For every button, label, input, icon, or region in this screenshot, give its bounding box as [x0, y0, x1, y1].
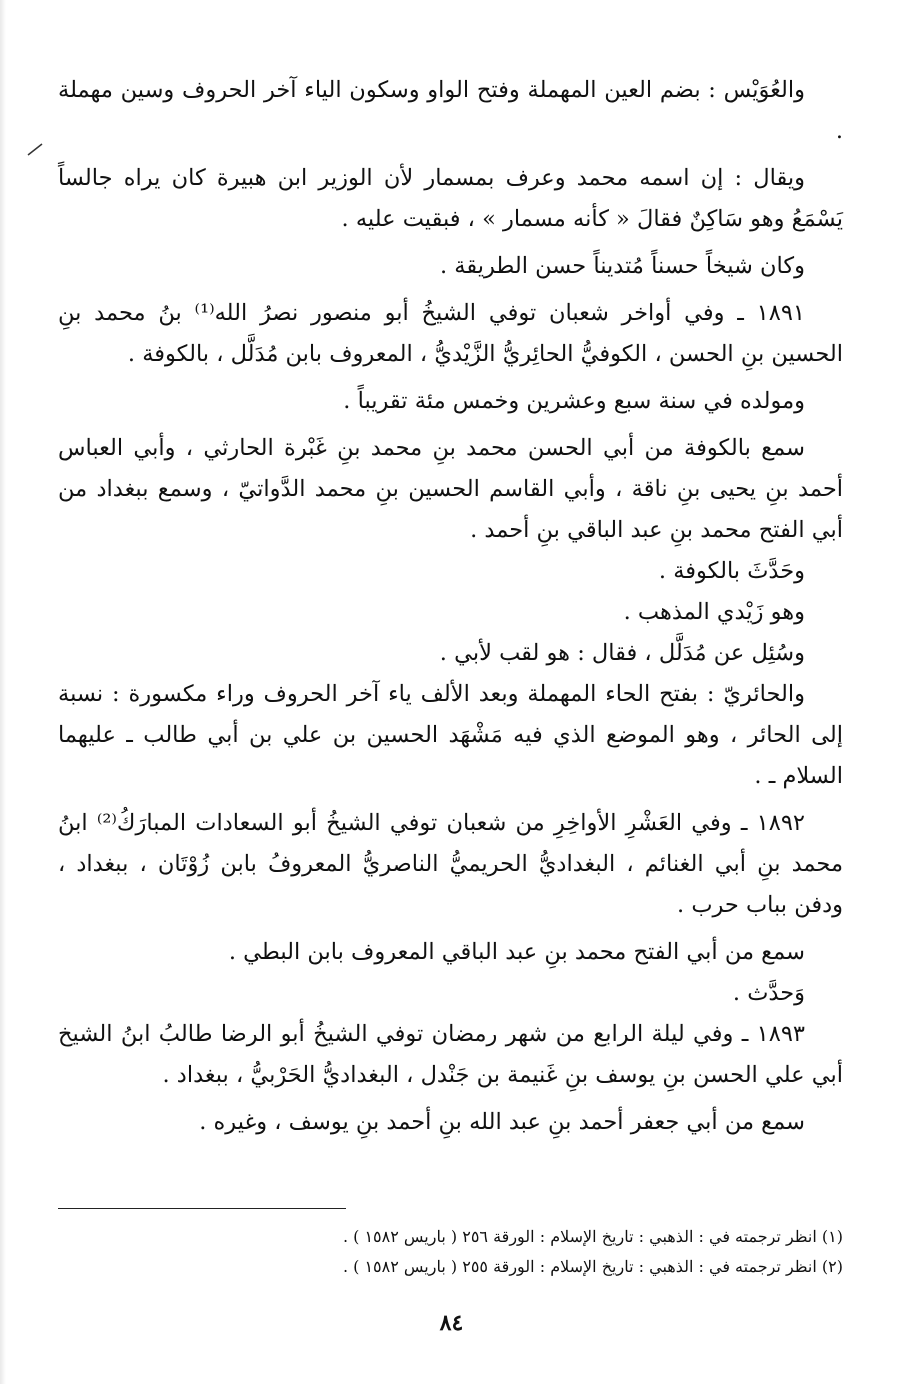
entry-1891: ١٨٩١ ـ وفي أواخر شعبان توفي الشيخُ أبو منصور نصرُ الله⁽¹⁾ بنُ محمد بنِ الحسين بنِ الحسن ، الكوفيُّ الحائِريُّ الزَّيْديُّ ، المعروف بابن مُدَلَّل ، بالكوفة .	[58, 300, 843, 367]
paragraph-narrated: وَحدَّث .	[732, 980, 805, 1006]
paragraph-zaydi: وهو زَيْدي المذهب .	[623, 599, 805, 625]
paragraph-heard-from-abu-jafar: سمع من أبي جعفر أحمد بنِ عبد الله بنِ أحمد بنِ يوسف ، وغيره .	[199, 1109, 805, 1135]
footnotes	[58, 1222, 843, 1282]
footnote-1: (١) انظر ترجمته في : الذهبي : تاريخ الإسلام : الورقة ٢٥٦ ( باريس ١٥٨٢ ) .	[342, 1227, 843, 1246]
page-edge-shadow	[0, 0, 6, 1384]
paragraph-heard-from-batti: سمع من أبي الفتح محمد بنِ عبد الباقي المعروف بابن البطي .	[228, 939, 805, 965]
paragraph-teachers: سمع بالكوفة من أبي الحسن محمد بنِ محمد بنِ غَبْرة الحارثي ، وأبي العباس أحمد بنِ يحيى بنِ ناقة ، وأبي القاسم الحسين بنِ محمد الدَّواتيّ ، وسمع ببغداد من أبي الفتح محمد بنِ عبد الباقي بنِ أحمد .	[58, 435, 843, 543]
entry-1892: ١٨٩٢ ـ وفي العَشْرِ الأواخِرِ من شعبان توفي الشيخُ أبو السعادات المبارَكُ⁽²⁾ ابنُ محمد بنِ أبي الغنائم ، البغداديُّ الحريميُّ الناصريُّ المعروفُ بابن زُوْتَان ، ببغداد ، ودفن بباب حرب .	[58, 810, 843, 918]
footnote-2: (٢) انظر ترجمته في : الذهبي : تاريخ الإسلام : الورقة ٢٥٥ ( باريس ١٥٨٢ ) .	[342, 1257, 843, 1276]
paragraph-character: وكان شيخاً حسناً مُتديناً حسن الطريقة .	[439, 253, 805, 279]
paragraph-awais-definition: والعُوَيْس : بضم العين المهملة وفتح الواو وسكون الياء آخر الحروف وسين مهملة .	[58, 77, 843, 144]
paragraph-musmar-naming: ويقال : إن اسمه محمد وعرف بمسمار لأن الوزير ابن هبيرة كان يراه جالساً يَسْمَعُ وهو سَاكِنٌ فقالَ « كأنه مسمار » ، فبقيت عليه .	[58, 165, 843, 232]
page-number: ٨٤	[439, 1310, 464, 1336]
paragraph-mudallal: وسُئِل عن مُدَلَّل ، فقال : هو لقب لأبي .	[439, 640, 805, 666]
entry-1893: ١٨٩٣ ـ وفي ليلة الرابع من شهر رمضان توفي الشيخُ أبو الرضا طالبُ ابنُ الشيخ أبي علي الحسن بنِ يوسف بنِ غَنيمة بن جَنْدل ، البغداديُّ الحَرْبيُّ ، ببغداد .	[58, 1021, 843, 1088]
paragraph-narrated-kufa: وحَدَّثَ بالكوفة .	[658, 558, 805, 584]
paragraph-birth: ومولده في سنة سبع وعشرين وخمس مئة تقريباً .	[343, 388, 805, 414]
main-text	[58, 70, 843, 1143]
footnote-divider	[58, 1208, 346, 1209]
paragraph-hairi-definition: والحائريّ : بفتح الحاء المهملة وبعد الألف ياء آخر الحروف وراء مكسورة : نسبة إلى الحائر ، وهو الموضع الذي فيه مَشْهَد الحسين بن علي بن أبي طالب ـ عليهما السلام ـ .	[58, 681, 843, 789]
margin-pen-mark	[26, 142, 44, 156]
